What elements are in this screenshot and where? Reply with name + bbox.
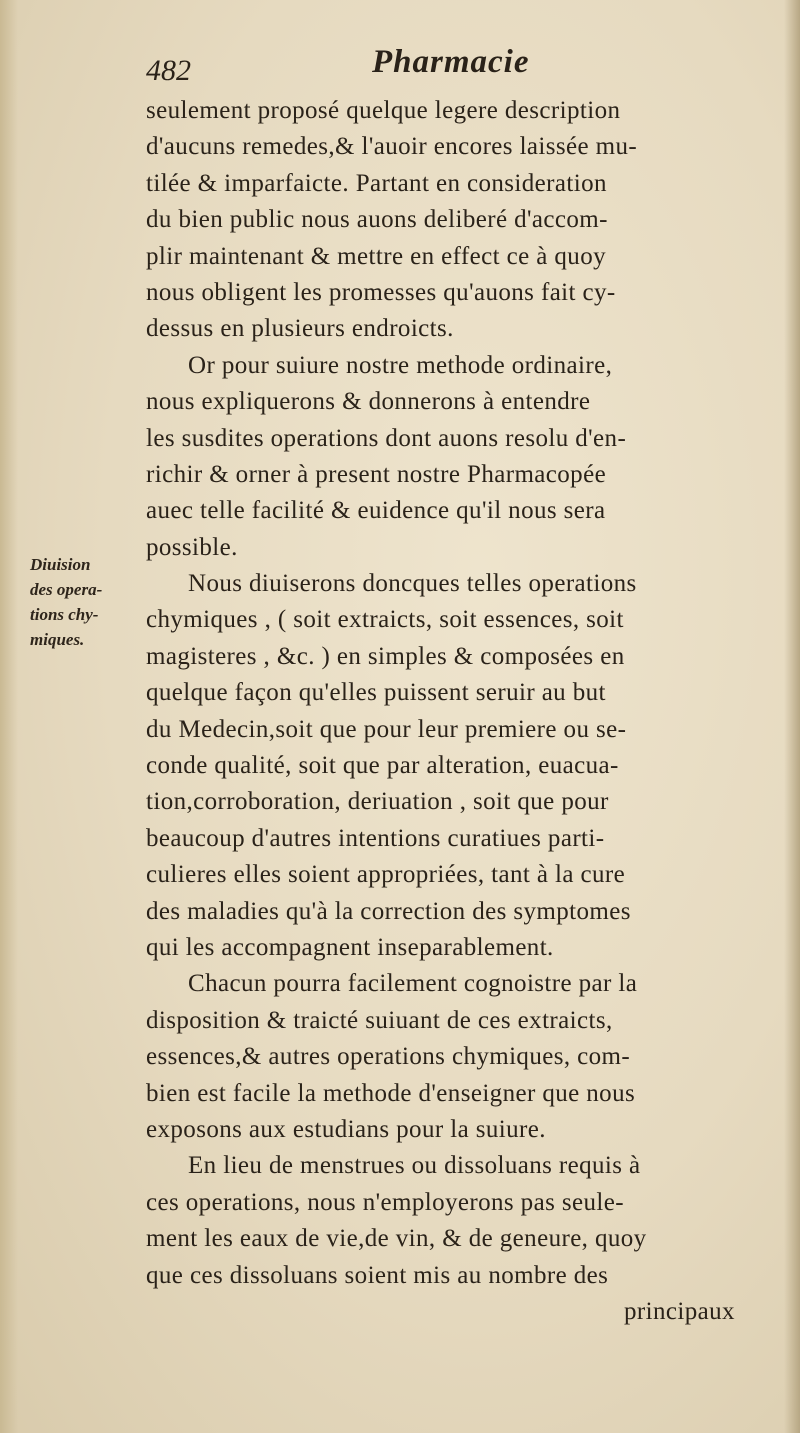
text-line: bien est facile la methode d'enseigner que nous [146, 1079, 636, 1107]
running-title: Pharmacie [372, 44, 530, 80]
text-line: du bien public nous auons deliberé d'accom- [146, 206, 608, 234]
paragraph-first-line: En lieu de menstrues ou dissoluans requis à [188, 1152, 641, 1180]
text-line: les susdites operations dont auons resolu d'en- [146, 424, 627, 452]
margin-note-line: des opera- [30, 580, 103, 599]
text-line: que ces dissoluans soient mis au nombre des [146, 1261, 609, 1289]
text-line: auec telle facilité & euidence qu'il nous sera [146, 497, 606, 525]
text-line: essences,& autres operations chymiques, com- [146, 1043, 631, 1071]
text-line: nous expliquerons & donnerons à entendre [146, 388, 591, 416]
page-edge-shadow [784, 0, 800, 1433]
text-line: nous obligent les promesses qu'auons fait cy- [146, 278, 616, 306]
text-line: du Medecin,soit que pour leur premiere ou se- [146, 715, 627, 743]
page-number: 482 [146, 54, 191, 87]
text-line: beaucoup d'autres intentions curatiues parti- [146, 824, 605, 852]
margin-note-line: tions chy- [30, 605, 99, 624]
body-text [146, 93, 766, 1330]
text-line: exposons aux estudians pour la suiure. [146, 1115, 546, 1143]
page-gutter-shadow [0, 0, 18, 1433]
text-line: des maladies qu'à la correction des symptomes [146, 897, 631, 925]
margin-note-line: miques. [30, 630, 85, 649]
text-line: ces operations, nous n'employerons pas seule- [146, 1188, 624, 1216]
text-line: d'aucuns remedes,& l'auoir encores laissée mu- [146, 133, 638, 161]
text-line: tilée & imparfaicte. Partant en consideration [146, 169, 607, 197]
text-line: seulement proposé quelque legere description [146, 97, 621, 124]
paragraph-first-line: Or pour suiure nostre methode ordinaire, [188, 351, 613, 379]
catchword: principaux [624, 1297, 735, 1325]
text-line: conde qualité, soit que par alteration, euacua- [146, 752, 619, 780]
text-line: qui les accompagnent inseparablement. [146, 933, 554, 961]
margin-note [30, 552, 150, 652]
text-line: dessus en plusieurs endroicts. [146, 315, 454, 343]
text-line: possible. [146, 533, 238, 561]
text-line: ment les eaux de vie,de vin, & de geneure, quoy [146, 1225, 647, 1253]
text-line: culieres elles soient appropriées, tant à la cure [146, 861, 626, 889]
text-line: richir & orner à present nostre Pharmacopée [146, 460, 607, 488]
text-line: disposition & traicté suiuant de ces extraicts, [146, 1006, 613, 1034]
paragraph-first-line: Nous diuiserons doncques telles operations [188, 570, 637, 598]
text-line: plir maintenant & mettre en effect ce à quoy [146, 242, 607, 270]
paragraph-first-line: Chacun pourra facilement cognoistre par la [188, 970, 638, 998]
text-line: quelque façon qu'elles puissent seruir au but [146, 679, 606, 707]
text-line: chymiques , ( soit extraicts, soit essences, soit [146, 606, 624, 634]
text-line: magisteres , &c. ) en simples & composées en [146, 642, 625, 670]
text-line: tion,corroboration, deriuation , soit que pour [146, 788, 609, 816]
margin-note-line: Diuision [30, 555, 91, 574]
